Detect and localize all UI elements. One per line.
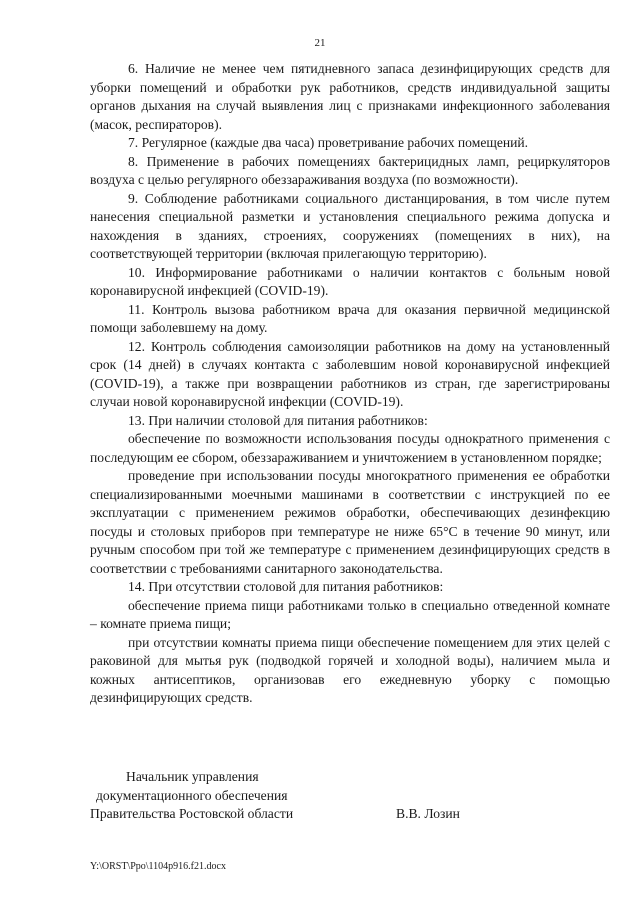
signature-title-line-3-row	[90, 805, 610, 824]
page-number: 21	[314, 37, 326, 49]
signature-block	[90, 768, 610, 824]
paragraph-item-9: 9. Соблюдение работниками социального дистанцирования, в том числе путем нанесения специальной разметки и установления специального режима допуска и нахождения в зданиях, строениях, сооружениях (помещениях в них), на соответствующей территории (включая прилегающую территорию).	[90, 190, 610, 261]
paragraph-13-sub-1: обеспечение по возможности использования посуды однократного применения с последующим ее сбором, обеззараживанием и уничтожением в установленном порядке;	[90, 431, 610, 465]
paragraph-item-12: 12. Контроль соблюдения самоизоляции работников на дому на установленный срок (14 дней) в случаях контакта с заболевшим новой коронавирусной инфекцией (COVID-19), а также при возвращении работников из стран, где зарегистрированы случаи новой коронавирусной инфекции (COVID-19).	[90, 338, 610, 409]
signature-title-line-3: Правительства Ростовской области	[90, 806, 294, 821]
paragraph-item-13: 13. При наличии столовой для питания работников:	[128, 412, 428, 428]
paragraph-14-sub-1: обеспечение приема пищи работниками только в специально отведенной комнате – комнате приема пищи;	[90, 597, 610, 631]
paragraph-item-8: 8. Применение в рабочих помещениях бактерицидных ламп, рециркуляторов воздуха с целью регулярного обеззараживания воздуха (по возможности).	[90, 153, 610, 187]
paragraph-item-11: 11. Контроль вызова работником врача для оказания первичной медицинской помощи заболевшему на дому.	[90, 301, 610, 335]
signature-title-line-1: Начальник управления	[126, 769, 259, 784]
paragraph-14-sub-2: при отсутствии комнаты приема пищи обеспечение помещением для этих целей с раковиной для мытья рук (подводкой горячей и холодной воды), наличием мыла и кожных антисептиков, организовав его ежедневную уборку с помощью дезинфицирующих средств.	[90, 634, 610, 705]
signature-title-line-2: документационного обеспечения	[96, 787, 288, 803]
document-body	[90, 60, 610, 708]
file-path-footer: Y:\ORST\Ppo\1104p916.f21.docx	[90, 861, 226, 872]
signatory-name: В.В. Лозин	[396, 806, 460, 821]
paragraph-item-6: 6. Наличие не менее чем пятидневного запаса дезинфицирующих средств для уборки помещений и обработки рук работников, средств индивидуальной защиты органов дыхания на случай выявления лиц с признаками инфекционного заболевания (масок, респираторов).	[90, 61, 610, 132]
paragraph-13-sub-2: проведение при использовании посуды многократного применения ее обработки специализированными моечными машинами в соответствии с инструкцией по ее эксплуатации с применением режимов обработки, обеспечивающих дезинфекцию посуды и столовых приборов при температуре не ниже 65°С в течение 90 минут, или ручным способом при той же температуре с применением дезинфицирующих средств в соответствии с требованиями санитарного законодательства.	[90, 468, 610, 576]
paragraph-item-10: 10. Информирование работниками о наличии контактов с больным новой коронавирусной инфекцией (COVID-19).	[90, 264, 610, 298]
paragraph-item-14: 14. При отсутствии столовой для питания работников:	[128, 579, 444, 594]
paragraph-item-7: 7. Регулярное (каждые два часа) проветривание рабочих помещений.	[128, 135, 529, 150]
